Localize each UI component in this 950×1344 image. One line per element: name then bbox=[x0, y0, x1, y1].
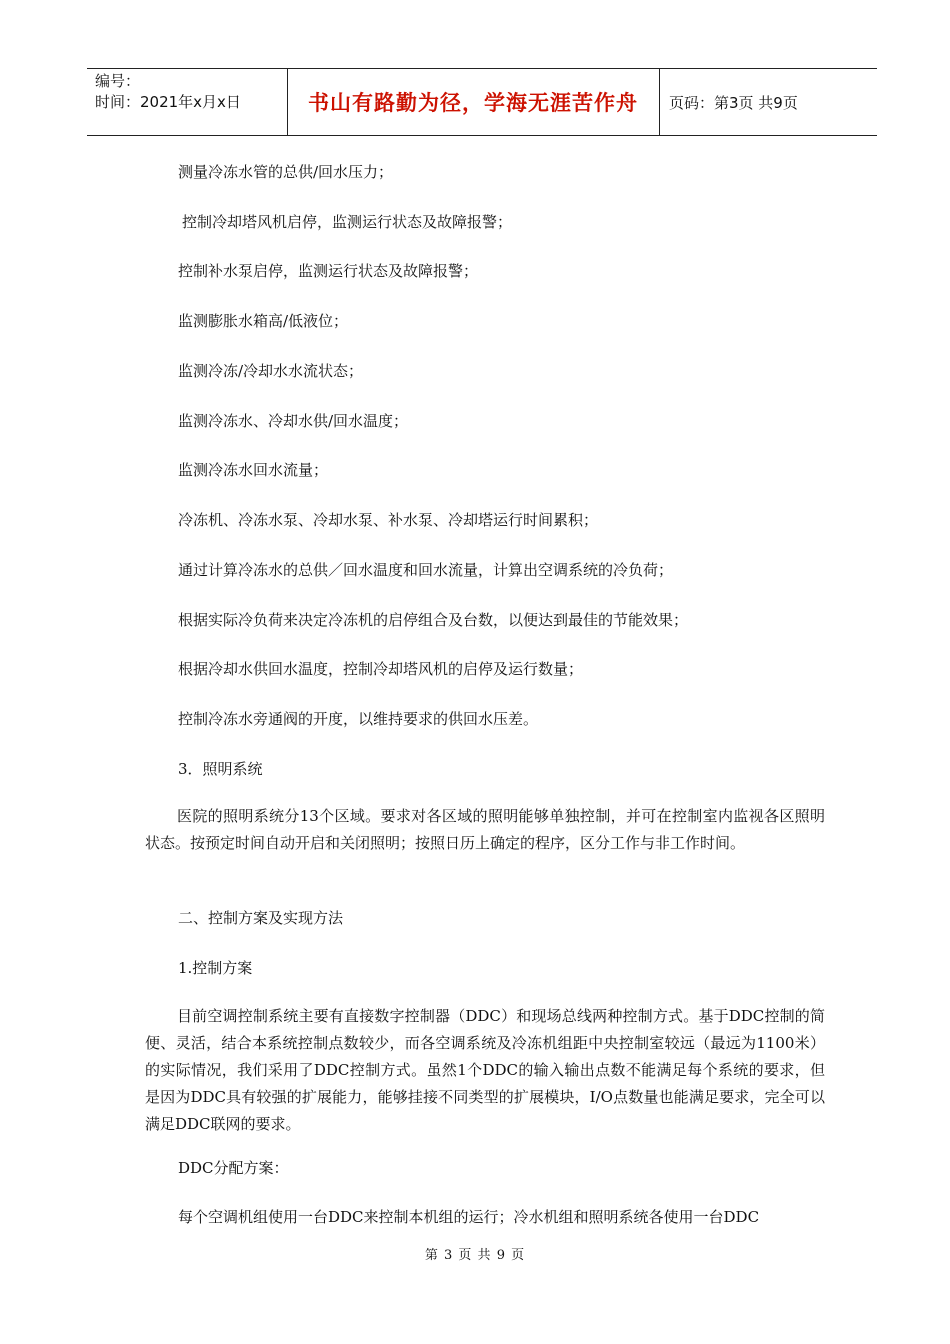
list-item: 根据实际冷负荷来决定冷冻机的启停组合及台数，以便达到最佳的节能效果； bbox=[178, 611, 689, 629]
time-label: 时间：2021年x月x日 bbox=[95, 93, 241, 111]
header-meta bbox=[95, 71, 241, 113]
paragraph-control-plan: 目前空调控制系统主要有直接数字控制器（DDC）和现场总线两种控制方式。基于DDC控制的简便、灵活，结合本系统控制点数较少，而各空调系统及冷冻机组距中央控制室较远（最远为1100米）的实际情况，我们采用了DDC控制方式。虽然1个DDC的输入输出点数不能满足每个系统的要求，但是因为DDC具有较强的扩展能力，能够挂接不同类型的扩展模块，I/O点数量也能满足要求，完全可以满足DDC联网的要求。 bbox=[145, 1007, 825, 1133]
list-item: 冷冻机、冷冻水泵、冷却水泵、补水泵、冷却塔运行时间累积； bbox=[178, 511, 599, 529]
list-item: 监测冷冻水、冷却水供/回水温度； bbox=[178, 412, 409, 430]
list-item: 控制冷冻水旁通阀的开度，以维持要求的供回水压差。 bbox=[178, 710, 539, 728]
list-item: 监测冷冻/冷却水水流状态； bbox=[178, 362, 364, 380]
page-header bbox=[87, 68, 877, 136]
number-label: 编号： bbox=[95, 72, 141, 90]
page-footer: 第 3 页 共 9 页 bbox=[424, 1248, 526, 1263]
paragraph-ddc: 每个空调机组使用一台DDC来控制本机组的运行；冷水机组和照明系统各使用一台DDC bbox=[178, 1208, 760, 1226]
list-item: 监测冷冻水回水流量； bbox=[178, 461, 329, 479]
header-divider bbox=[659, 69, 660, 135]
list-item: 控制补水泵启停，监测运行状态及故障报警； bbox=[178, 262, 479, 280]
section-heading: 二、控制方案及实现方法 bbox=[178, 909, 344, 927]
subsection-heading: DDC分配方案： bbox=[178, 1159, 289, 1177]
header-motto: 书山有路勤为径，学海无涯苦作舟 bbox=[308, 91, 638, 115]
list-item: 根据冷却水供回水温度，控制冷却塔风机的启停及运行数量； bbox=[178, 660, 584, 678]
list-item: 测量冷冻水管的总供/回水压力； bbox=[178, 163, 394, 181]
header-page-label: 页码：第3页 共9页 bbox=[669, 93, 798, 112]
section-heading: 3．照明系统 bbox=[178, 760, 263, 778]
list-item: 通过计算冷冻水的总供／回水温度和回水流量，计算出空调系统的冷负荷； bbox=[178, 561, 674, 579]
list-item: 监测膨胀水箱高/低液位； bbox=[178, 312, 349, 330]
list-item: 控制冷却塔风机启停，监测运行状态及故障报警； bbox=[182, 213, 513, 231]
paragraph-lighting: 医院的照明系统分13个区域。要求对各区域的照明能够单独控制，并可在控制室内监视各区照明状态。按预定时间自动开启和关闭照明；按照日历上确定的程序，区分工作与非工作时间。 bbox=[145, 807, 825, 852]
subsection-heading: 1.控制方案 bbox=[178, 959, 253, 977]
